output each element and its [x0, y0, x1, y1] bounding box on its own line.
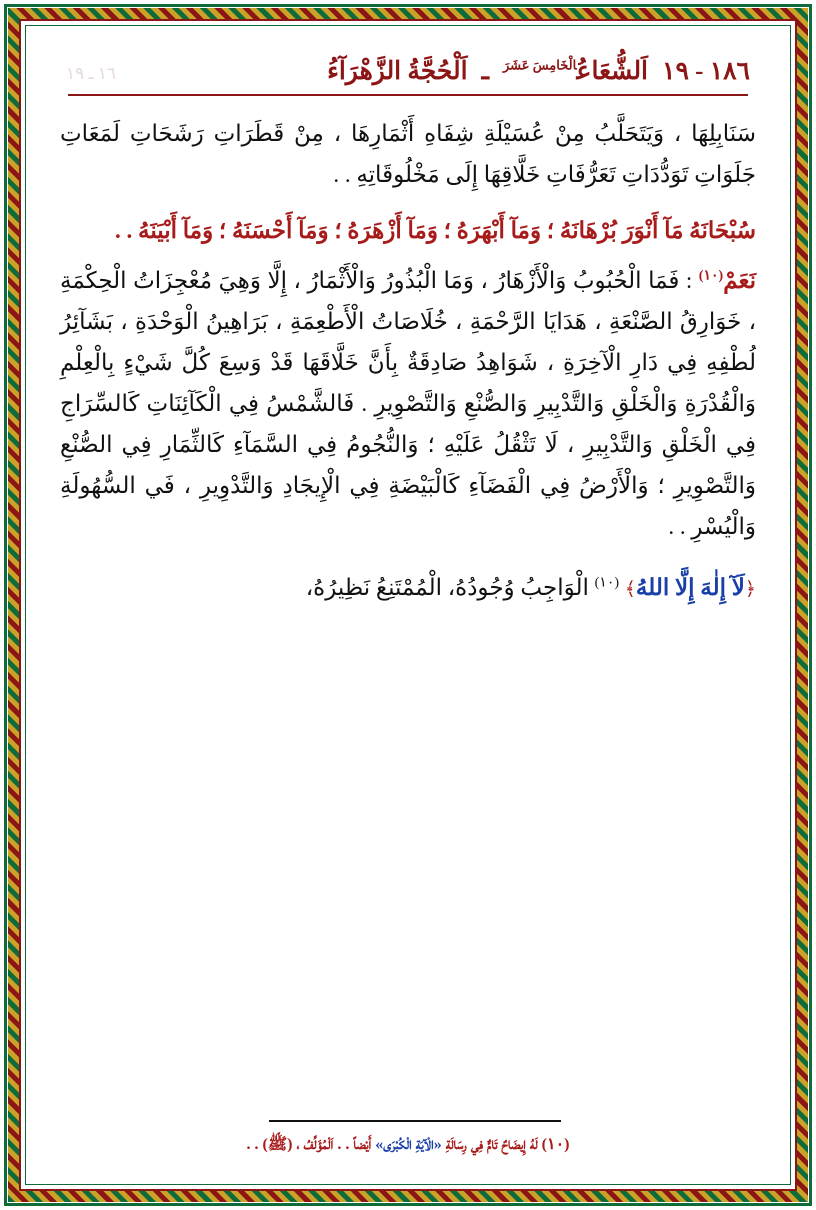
header-kicker-superscript: الْخَامِسَ عَشَرَ [502, 57, 577, 73]
naam-lead-word: نَعَمْ [723, 268, 756, 294]
footnote-text-before: لَهُ إِيضَاحٌ تَامٌّ فِي رِسَالَةِ [445, 1136, 538, 1154]
page-header [66, 56, 750, 86]
quote-rest-text: الْوَاجِبُ وُجُودُهُ، الْمُمْتَنِعُ نَظِيرُهُ، [305, 574, 589, 600]
footnote-text-end: . . [246, 1136, 259, 1154]
footnote-area [60, 1120, 756, 1158]
body-text [60, 114, 756, 609]
page-number: ١٨٦ - ١٩ [662, 58, 750, 85]
header-separator: ـ [481, 58, 489, 85]
paragraph-3 [60, 261, 756, 548]
paragraph-1: سَنَابِلِهَا ، وَيَتَحَلَّبُ مِنْ عُسَيْلَةِ شِفَاهِ أَثْمَارِهَا ، مِنْ قَطَرَاتِ رَشَحَاتِ لَمَعَاتِ جَلَوَاتِ تَوَدُّدَاتِ تَعَرُّفَاتِ خَلَّاقِهَا إِلَى مَخْلُوقَاتِهِ . . [60, 121, 756, 187]
footnote-divider [269, 1120, 561, 1122]
naam-footnote-ref: (١٠) [698, 268, 724, 284]
ornament-start-icon: ﴿ [744, 578, 756, 600]
footnote-marker: (١٠) [541, 1136, 570, 1154]
quote-footnote-ref: (١٠) [594, 575, 620, 591]
paragraph-3-body: : فَمَا الْحُبُوبُ وَالْأَزْهَارُ ، وَمَا الْبُذُورُ وَالْأَثْمَارُ ، إِلَّا وَهِيَ مُعْجِزَاتُ الْحِكْمَةِ ، خَوَارِقُ الصَّنْعَةِ ، هَدَايَا الرَّحْمَةِ ، خُلَاصَاتُ الْأَطْعِمَةِ ، بَرَاهِينُ الْوَحْدَةِ ، بَشَآئِرُ لُطْفِهِ فِي دَارِ الْآخِرَةِ ، شَوَاهِدُ صَادِقَةٌ بِأَنَّ خَلَّاقَهَا قَدْ وَسِعَ كُلَّ شَيْءٍ بِالْعِلْمِ وَالْقُدْرَةِ وَالْخَلْقِ وَالتَّدْبِيرِ وَالصُّنْعِ وَالتَّصْوِيرِ . فَالشَّمْسُ فِي الْكَآئِنَاتِ كَالسِّرَاجِ فِي الْخَلْقِ وَالتَّدْبِيرِ ، لَا تَثْقُلُ عَلَيْهِ ؛ وَالنُّجُومُ فِي السَّمَآءِ كَالثِّمَارِ فِي الصُّنْعِ وَالتَّصْوِيرِ ؛ وَالْأَرْضُ فِي الْفَضَآءِ كَالْبَيْضَةِ فِي الْإِيجَادِ وَالتَّدْوِيرِ ، فَي السُّهُولَةِ وَالْيُسْرِ . . [60, 268, 756, 539]
header-kicker-group [503, 56, 648, 86]
quote-line [60, 568, 756, 609]
footnote-seal-icon: (ﷺ) [262, 1136, 293, 1154]
header-divider [68, 94, 748, 96]
header-kicker: اَلشُّعَاعُ [576, 58, 649, 85]
footnote-text-middle: أَيْضاً . . اَلْمُؤَلِّفُ ، [296, 1136, 372, 1154]
paragraph-2-red: سُبْحَانَهُ مَآ أَنْوَرَ بُرْهَانَهُ ؛ وَمَآ أَبْهَرَهُ ؛ وَمَآ أَزْهَرَهُ ؛ وَمَآ أَحْسَنَهُ ؛ وَمَآ أَبْيَنَهُ . . [114, 217, 756, 243]
ornament-end-icon: ﴾ [624, 578, 636, 600]
header-main-group [327, 56, 750, 86]
footnote [60, 1132, 756, 1158]
footnote-title: «الْآيَةِ الْكُبْرَى» [375, 1136, 442, 1154]
page-title: اَلْحُجَّةُ الزَّهْرَآءُ [327, 58, 468, 85]
quote-blue-text: لَآ إِلٰهَ إِلَّا اللهُ [635, 574, 745, 600]
header-watermark: ١٦ ـ ١٩ [66, 64, 117, 83]
page-content [30, 30, 786, 1180]
